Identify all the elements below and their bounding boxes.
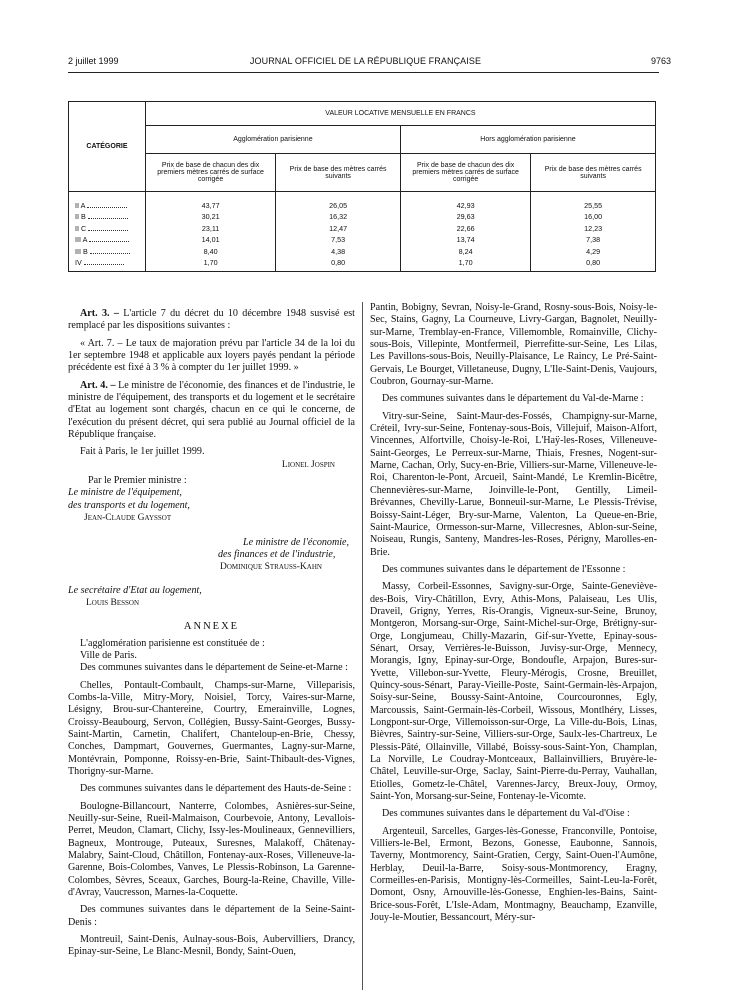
hauts-de-seine-intro: Des communes suivantes dans le département des Hauts-de-Seine : — [80, 783, 352, 795]
article-4-label: Art. 4. – — [80, 379, 116, 391]
table-row — [69, 246, 656, 257]
cell-value: 13,74 — [400, 234, 530, 245]
paris-entry: Ville de Paris. — [80, 649, 137, 661]
cell-value: 8,24 — [400, 246, 530, 257]
annexe-title: ANNEXE — [183, 621, 240, 633]
row-category: II A — [75, 201, 85, 210]
article-4-text: Le ministre de l'économie, des finances et de l'industrie, le ministre de l'équipement, des transports et du logement et le secrétaire d'Etat au logement sont chargés, chacun en ce qui le concerne, de l'exécution du présent décret, qui sera publié au Journal officiel de la République française. — [68, 379, 355, 441]
seine-saint-denis-list-cont: Pantin, Bobigny, Sevran, Noisy-le-Grand, Rosny-sous-Bois, Noisy-le-Sec, Stains, Gagny, La Courneuve, Livry-Gargan, Bagnolet, Neuilly-sur-Marne, Tremblay-en-France, Villemomble, Romainville, Clichy-sous-Bois, Villepinte, Montfermeil, Pierrefitte-sur-Seine, Les Lilas, Les Pavillons-sous-Bois, Neuilly-Plaisance, Le Raincy, Le Pré-Saint-Gervais, Le Bourget, Villetaneuse, Dugny, L'Ile-Saint-Denis, Vaujours, Coubron, Gournay-sur-Marne. — [370, 302, 657, 388]
cell-value: 23,11 — [145, 223, 275, 234]
group-header-paris: Agglomération parisienne — [145, 126, 400, 154]
article-3-text: L'article 7 du décret du 10 décembre 1948 susvisé est remplacé par les dispositions suivantes : — [68, 308, 355, 332]
sub-header-2: Prix de base des mètres carrés suivants — [276, 154, 401, 192]
dot-leader — [88, 224, 128, 231]
minister-equipment-name: Jean-Claude Gayssot — [84, 513, 172, 524]
prime-minister-name: Lionel Jospin — [281, 459, 335, 470]
running-header — [0, 56, 731, 70]
essonne-list: Massy, Corbeil-Essonnes, Savigny-sur-Orge, Sainte-Geneviève-des-Bois, Viry-Châtillon, Evry, Athis-Mons, Palaiseau, Les Ulis, Draveil, Grigny, Yerres, Ris-Orangis, Vigneux-sur-Seine, Brunoy, Montgeron, Morsang-sur-Orge, Saint-Michel-sur-Orge, Brétigny-sur-Orge, Longjumeau, Chilly-Mazarin, Gif-sur-Yvette, Epinay-sous-Sénart, Orsay, Verrières-le-Buisson, Juvisy-sur-Orge, Mennecy, Morangis, Igny, Epinay-sur-Orge, Bondoufle, Arpajon, Bures-sur-Yvette, Villebon-sur-Yvette, Fleury-Mérogis, Crosne, Breuillet, Quincy-sous-Sénart, Paray-Vieille-Poste, Saint-Germain-lès-Arpajon, Soisy-sur-Seine, Boussy-Saint-Antoine, Courcouronnes, Egly, Marcoussis, Saint-Germain-lès-Corbeil, Wissous, Montlhéry, Lisses, Longpont-sur-Orge, Villemoisson-sur-Orge, La Ville-du-Bois, Linas, Bièvres, Saintry-sur-Seine, Villiers-sur-Orge, Saulx-les-Chartreux, Le Plessis-Pâté, Ollainville, Villabé, Boissy-sous-Saint-Yon, Champlan, La Norville, Le Coudray-Montceaux, Ballainvilliers, Bruyère-le-Châtel, Leuville-sur-Orge, Saclay, Saint-Pierre-du-Perray, Vauhallan, Etiolles, Gometz-le-Châtel, Varennes-Jarcy, Breux-Jouy, Ormoy, Saint-Yon, Morsang-sur-Seine, Fontenay-le-Vicomte. — [370, 581, 657, 803]
article-4 — [68, 380, 355, 442]
article-7-quote: « Art. 7. – Le taux de majoration prévu par l'article 34 de la loi du 1er septembre 1948 et applicable aux loyers payés pendant la période précédente est fixé à 3 % à compter du 1er juillet 1999. » — [68, 337, 355, 374]
seine-et-marne-list: Chelles, Pontault-Combault, Champs-sur-Marne, Villeparisis, Combs-la-Ville, Mitry-Mory, Noisiel, Torcy, Vaires-sur-Marne, Lésigny, Brou-sur-Chantereine, Courtry, Emerainville, Lognes, Croissy-Beaubourg, Servon, Collégien, Bussy-Saint-Georges, Bussy-Saint-Martin, Carnetin, Chalifert, Chanteloup-en-Brie, Chessy, Conches, Dampmart, Gouvernes, Guermantes, Lagny-sur-Marne, Montévrain, Pomponne, Roissy-en-Brie, Saint-Thibault-des-Vignes, Thorigny-sur-Marne. — [68, 679, 355, 777]
row-category: III B — [75, 246, 88, 256]
row-category: IV — [75, 258, 82, 268]
left-column — [68, 308, 355, 959]
cell-value: 14,01 — [145, 234, 275, 245]
cell-value: 12,23 — [531, 223, 656, 234]
cell-value: 4,29 — [531, 246, 656, 257]
dot-leader — [87, 201, 127, 208]
val-de-marne-intro: Des communes suivantes dans le département du Val-de-Marne : — [382, 393, 644, 405]
category-header: CATÉGORIE — [69, 102, 146, 192]
seine-saint-denis-intro: Des communes suivantes dans le département de la Seine-Saint-Denis : — [68, 904, 355, 928]
cell-value: 8,40 — [145, 246, 275, 257]
minister-economy-name: Dominique Strauss-Kahn — [220, 562, 322, 573]
val-de-marne-list: Vitry-sur-Seine, Saint-Maur-des-Fossés, Champigny-sur-Marne, Créteil, Ivry-sur-Seine, Fontenay-sous-Bois, Villejuif, Maison-Alfort, Vincennes, Alfortville, Choisy-le-Roi, L'Haÿ-les-Roses, Villeneuve-Saint-Georges, Le Perreux-sur-Marne, Thiais, Fresnes, Nogent-sur-Marne, Cachan, Orly, Sucy-en-Brie, Villiers-sur-Marne, Villeneuve-le-Roi, Charenton-le-Pont, Arcueil, Saint-Mandé, Le Kremlin-Bicêtre, Chennevières-sur-Marne, Joinville-le-Pont, Gentilly, Limeil-Brévannes, Chevilly-Larue, Bonneuil-sur-Marne, Le Plessis-Trévise, Boissy-Saint-Léger, Bry-sur-Marne, Valenton, La Queue-en-Brie, Saint-Maurice, Ormesson-sur-Marne, Villecresnes, Ablon-sur-Seine, Noiseau, Rungis, Santeny, Mandres-les-Roses, Périgny, Marolles-en-Brie. — [370, 410, 657, 558]
secretary-name: Louis Besson — [86, 597, 140, 608]
dot-leader — [89, 235, 129, 242]
table-row — [69, 234, 656, 245]
header-rule — [68, 72, 659, 73]
seine-et-marne-intro: Des communes suivantes dans le département de Seine-et-Marne : — [80, 662, 348, 674]
column-divider — [362, 302, 363, 990]
val-d-oise-intro: Des communes suivantes dans le département du Val-d'Oise : — [382, 808, 630, 820]
header-page-number: 9763 — [650, 56, 671, 66]
cell-value: 25,55 — [531, 192, 656, 212]
cell-value: 0,80 — [531, 257, 656, 272]
sub-header-3: Prix de base de chacun des dix premiers mètres carrés de surface corrigée — [400, 154, 530, 192]
done-at: Fait à Paris, le 1er juillet 1999. — [80, 446, 205, 458]
table-row — [69, 211, 656, 222]
cell-value: 43,77 — [145, 192, 275, 212]
cell-value: 7,38 — [531, 234, 656, 245]
group-header-outside-paris: Hors agglomération parisienne — [400, 126, 655, 154]
cell-value: 1,70 — [145, 257, 275, 272]
cell-value: 1,70 — [400, 257, 530, 272]
table-row — [69, 223, 656, 234]
article-3-label: Art. 3. – — [80, 308, 119, 319]
cell-value: 7,53 — [276, 234, 401, 245]
sub-header-1: Prix de base de chacun des dix premiers mètres carrés de surface corrigée — [145, 154, 275, 192]
dot-leader — [88, 212, 128, 219]
minister-equipment-title-2: des transports et du logement, — [68, 499, 190, 511]
top-header: VALEUR LOCATIVE MENSUELLE EN FRANCS — [145, 102, 655, 126]
minister-economy-title-2: des finances et de l'industrie, — [218, 548, 336, 560]
val-d-oise-list-start: Argenteuil, Sarcelles, Garges-lès-Gonesse, Franconville, Pontoise, Villiers-le-Bel, Ermont, Bezons, Gonesse, Eaubonne, Sannois, Taverny, Montmorency, Saint-Gratien, Cergy, Saint-Ouen-l'Aumône, Herblay, Deuil-la-Barre, Soisy-sous-Montmorency, Eragny, Cormeilles-en-Parisis, Montigny-lès-Cormeilles, Saint-Leu-la-Forêt, Domont, Osny, Arnouville-lès-Gonesse, Enghien-les-Bains, Saint-Brice-sous-Forêt, L'Isle-Adam, Montmagny, Beauchamp, Ezanville, Jouy-le-Moutier, Bessancourt, Méry-sur- — [370, 825, 657, 924]
cell-value: 26,05 — [276, 192, 401, 212]
cell-value: 29,63 — [400, 211, 530, 222]
sub-header-4: Prix de base des mètres carrés suivants — [531, 154, 656, 192]
dot-leader — [84, 258, 124, 265]
minister-equipment-title-1: Le ministre de l'équipement, — [68, 487, 182, 499]
cell-value: 30,21 — [145, 211, 275, 222]
seine-saint-denis-list-start: Montreuil, Saint-Denis, Aulnay-sous-Bois, Aubervilliers, Drancy, Epinay-sur-Seine, Le Blanc-Mesnil, Bondy, Saint-Ouen, — [68, 934, 355, 958]
annexe-intro: L'agglomération parisienne est constituée de : — [80, 637, 265, 649]
prime-minister-by: Par le Premier ministre : — [88, 475, 187, 487]
dot-leader — [90, 247, 130, 254]
right-column — [370, 302, 657, 925]
cell-value: 42,93 — [400, 192, 530, 212]
row-category: III A — [75, 235, 87, 245]
rent-value-table — [68, 101, 656, 272]
minister-economy-title-1: Le ministre de l'économie, — [243, 536, 350, 548]
header-journal-title: JOURNAL OFFICIEL DE LA RÉPUBLIQUE FRANÇAISE — [249, 56, 482, 66]
table-row — [69, 192, 656, 212]
table-row — [69, 257, 656, 272]
row-category: II C — [75, 223, 87, 233]
cell-value: 16,00 — [531, 211, 656, 222]
cell-value: 4,38 — [276, 246, 401, 257]
hauts-de-seine-list: Boulogne-Billancourt, Nanterre, Colombes, Asnières-sur-Seine, Neuilly-sur-Seine, Rueil-Malmaison, Courbevoie, Antony, Levallois-Perret, Meudon, Clamart, Clichy, Issy-les-Moulineaux, Gennevilliers, Bagneux, Montrouge, Puteaux, Suresnes, Malakoff, Châtenay-Malabry, Saint-Cloud, Châtillon, Fontenay-aux-Roses, Villeneuve-la-Garenne, Bois-Colombes, Vanves, Le Plessis-Robinson, La Garenne-Colombes, Sèvres, Sceaux, Garches, Bourg-la-Reine, Chaville, Ville-d'Avray, Vaucresson, Marnes-la-Coquette. — [68, 800, 355, 899]
cell-value: 0,80 — [276, 257, 401, 272]
article-3 — [68, 308, 355, 333]
secretary-title: Le secrétaire d'Etat au logement, — [68, 584, 202, 596]
cell-value: 16,32 — [276, 211, 401, 222]
row-category: II B — [75, 212, 86, 222]
cell-value: 12,47 — [276, 223, 401, 234]
essonne-intro: Des communes suivantes dans le département de l'Essonne : — [382, 563, 626, 575]
header-date: 2 juillet 1999 — [68, 56, 119, 66]
cell-value: 22,66 — [400, 223, 530, 234]
